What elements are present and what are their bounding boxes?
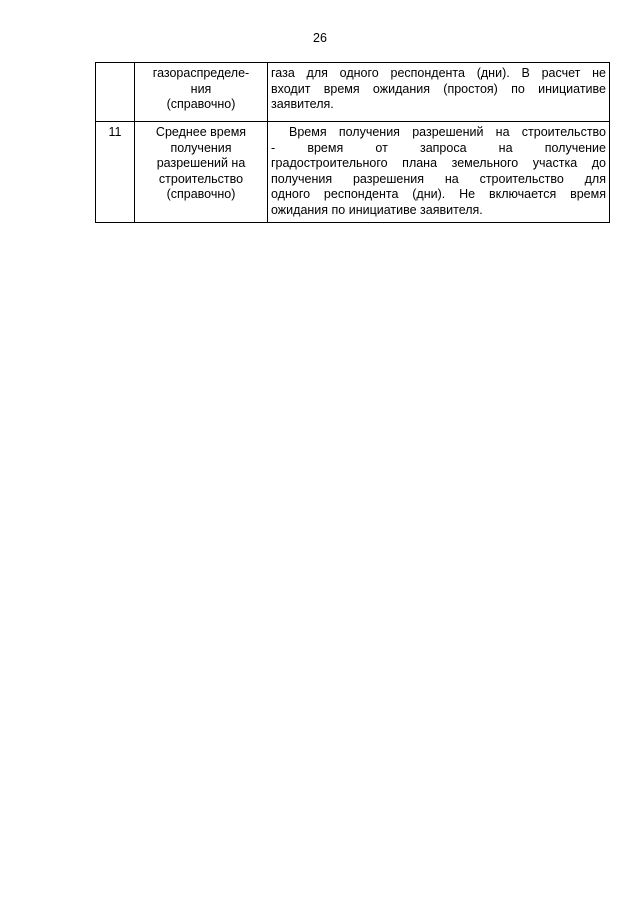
description-line: градостроительного плана земельного участка до	[271, 156, 606, 170]
description-line: Время получения разрешений на строительство	[289, 125, 606, 139]
indicator-name-line: ния	[190, 81, 212, 96]
indicator-name-line: получения	[170, 140, 232, 155]
indicator-table	[95, 62, 610, 223]
description-line: получения разрешения на строительство для	[271, 171, 606, 186]
description-line: одного респондента (дни). Не включается время	[271, 187, 606, 201]
description-line: заявителя.	[271, 97, 334, 111]
indicator-name-line: разрешений на	[156, 156, 246, 170]
indicator-name-line: (справочно)	[166, 97, 236, 111]
indicator-name-line: (справочно)	[166, 187, 236, 201]
indicator-name-cell	[135, 63, 268, 122]
description-line: входит время ожидания (простоя) по инициативе	[271, 81, 606, 96]
row-number-cell	[96, 63, 135, 122]
row-number-cell: 11	[96, 122, 135, 223]
indicator-description-cell	[268, 122, 610, 223]
indicator-description-cell	[268, 63, 610, 122]
description-line: газа для одного респондента (дни). В расчет не	[271, 66, 606, 80]
table-row	[96, 122, 610, 223]
table-row	[96, 63, 610, 122]
page-number: 26	[313, 31, 327, 45]
description-line: ожидания по инициативе заявителя.	[271, 202, 483, 217]
indicator-name-cell	[135, 122, 268, 223]
indicator-name-line: строительство	[158, 171, 244, 186]
description-line: - время от запроса на получение	[271, 140, 606, 155]
indicator-name-line: Среднее время	[155, 125, 247, 139]
indicator-name-line: газораспределе-	[152, 66, 250, 80]
